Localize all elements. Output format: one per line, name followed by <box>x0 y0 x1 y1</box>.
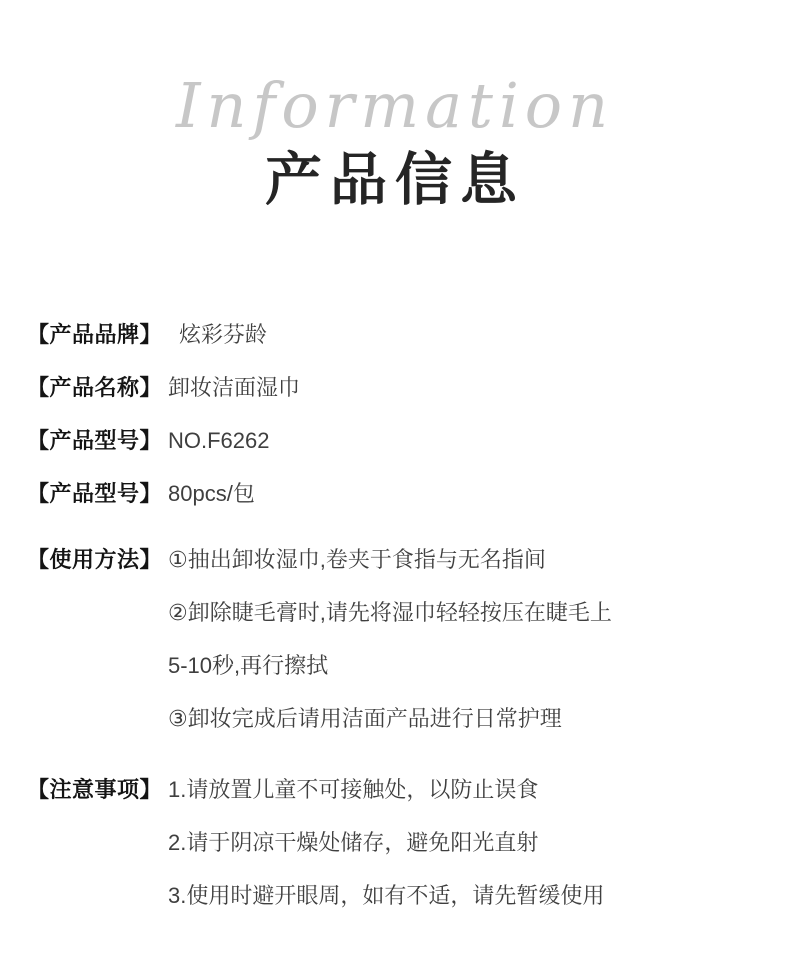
section-label-notice: 【注意事项】 <box>27 777 163 802</box>
notice-line-1: 1.请放置儿童不可接触处，以防止误食 <box>168 777 539 802</box>
usage-line-4: ③卸妆完成后请用洁面产品进行日常护理 <box>168 706 562 731</box>
page-title: 产品信息 <box>265 148 525 212</box>
info-row-quantity <box>27 467 778 520</box>
usage-lines <box>168 533 612 745</box>
section-label-usage: 【使用方法】 <box>27 547 163 572</box>
notice-line-3: 3.使用时避开眼周，如有不适，请先暂缓使用 <box>168 883 605 908</box>
notice-line-2: 2.请于阴凉干燥处储存，避免阳光直射 <box>168 830 539 855</box>
decorative-script-text: Information <box>175 69 615 142</box>
info-list <box>27 308 778 922</box>
info-section-usage <box>27 533 778 745</box>
notice-lines <box>168 763 604 922</box>
row-value-model: NO.F6262 <box>168 428 270 453</box>
info-section-notice <box>27 763 778 922</box>
usage-line-3: 5-10秒,再行擦拭 <box>168 653 329 678</box>
row-label-quantity: 【产品型号】 <box>27 481 163 506</box>
usage-line-2: ②卸除睫毛膏时,请先将湿巾轻轻按压在睫毛上 <box>168 600 612 625</box>
row-label-name: 【产品名称】 <box>27 375 163 400</box>
row-value-quantity: 80pcs/包 <box>168 481 255 506</box>
usage-line-1: ①抽出卸妆湿巾,卷夹于食指与无名指间 <box>168 547 546 572</box>
info-row-brand <box>27 308 778 361</box>
info-row-name <box>27 361 778 414</box>
row-value-brand: 炫彩芬龄 <box>179 322 268 347</box>
row-label-model: 【产品型号】 <box>27 428 163 453</box>
row-label-brand: 【产品品牌】 <box>27 322 163 347</box>
info-row-model <box>27 414 778 467</box>
row-value-name: 卸妆洁面湿巾 <box>168 375 301 400</box>
